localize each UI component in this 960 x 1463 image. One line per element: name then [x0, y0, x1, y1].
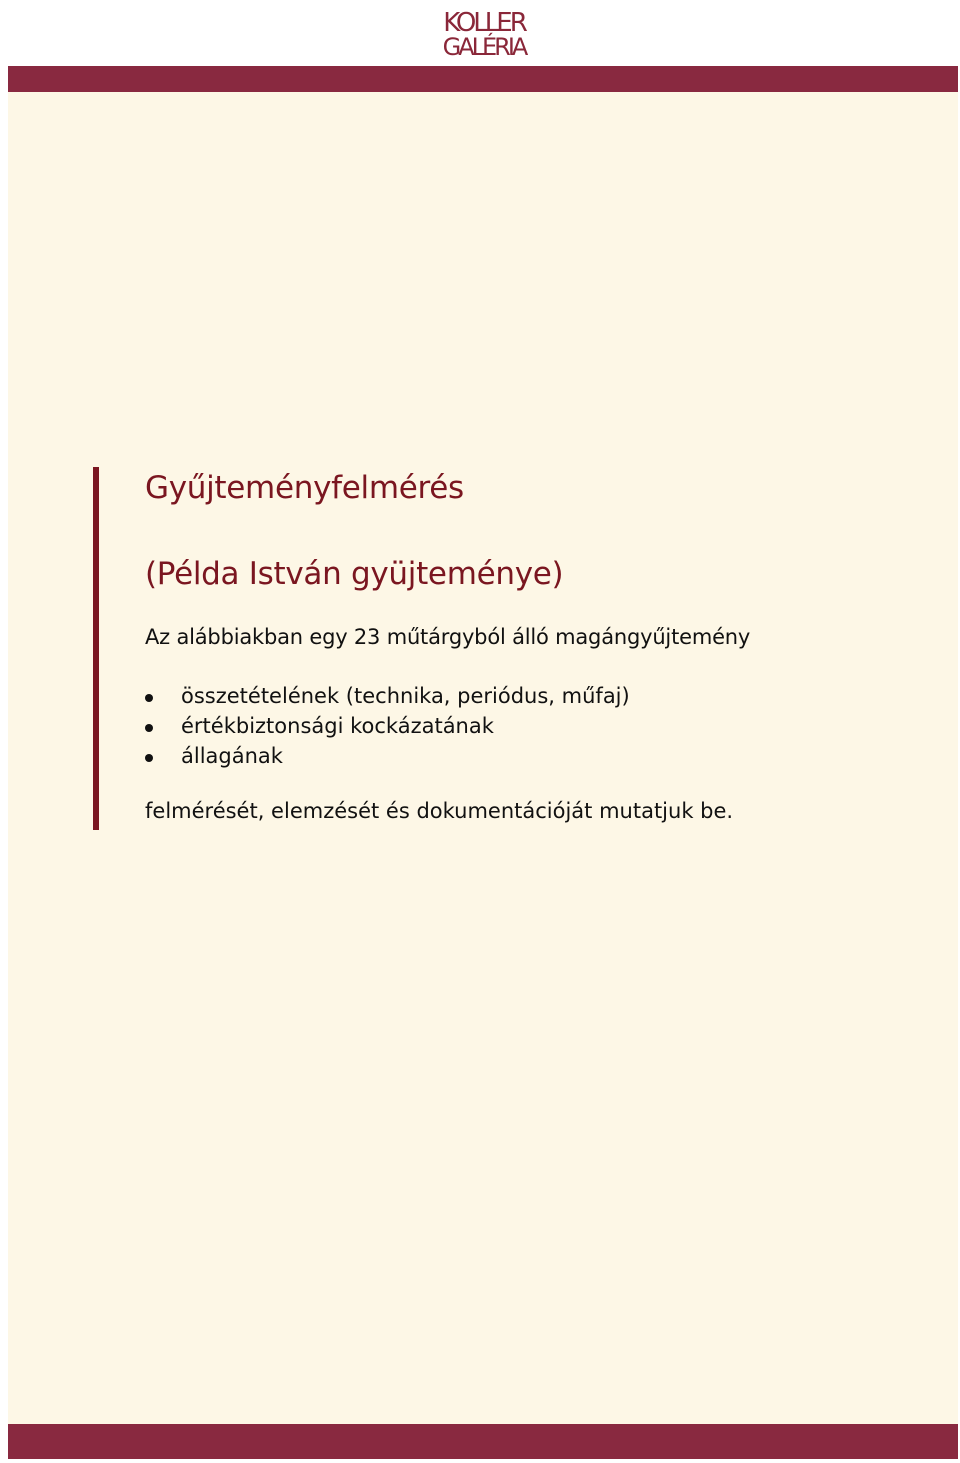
page-header — [8, 4, 958, 66]
list-item-text: összetételének (technika, periódus, műfaj) — [181, 684, 630, 708]
page-subtitle: (Példa István gyüjteménye) — [145, 556, 564, 592]
footer-band — [8, 1424, 958, 1459]
header-band — [8, 66, 958, 92]
logo-text-bottom: GALÉRIA — [442, 33, 526, 61]
bullet-icon — [145, 724, 153, 732]
bullet-icon — [145, 754, 153, 762]
intro-text: Az alábbiakban egy 23 műtárgyból álló magángyűjtemény — [145, 625, 751, 649]
page-title: Gyűjteményfelmérés — [145, 470, 464, 506]
bullet-icon — [145, 694, 153, 702]
list-item-text: állagának — [181, 744, 283, 768]
document-page — [8, 4, 958, 1459]
koller-galeria-logo — [428, 8, 540, 64]
closing-text: felmérését, elemzését és dokumentációját mutatjuk be. — [145, 799, 734, 823]
list-item-text: értékbiztonsági kockázatának — [181, 714, 494, 738]
logo-text-top: KOLLER — [443, 8, 525, 38]
accent-bar — [93, 467, 99, 830]
